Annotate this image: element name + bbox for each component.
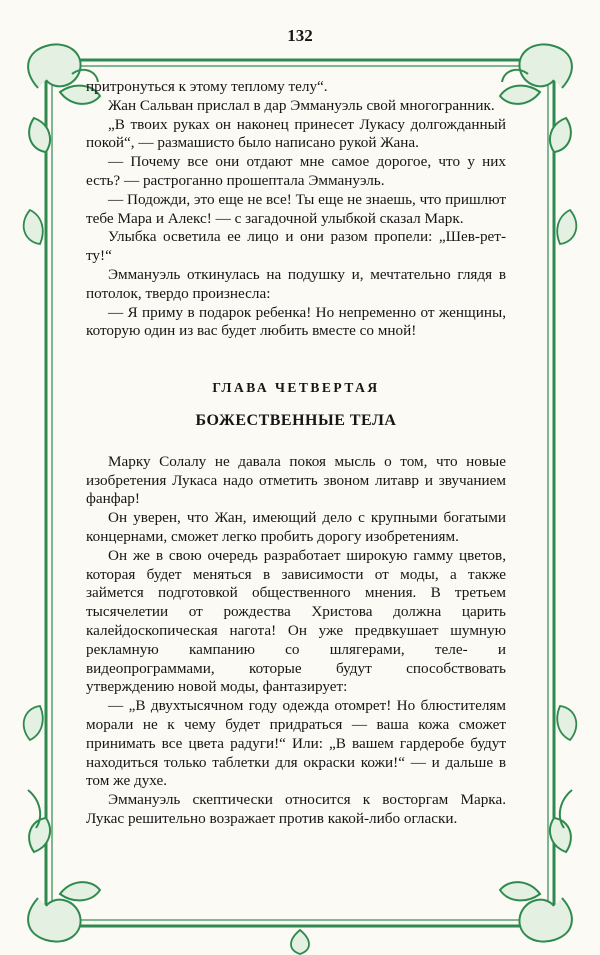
paragraph: Эммануэль откинулась на подушку и, мечтательно глядя в потолок, твердо произнесла: — [86, 265, 506, 302]
chapter-title: БОЖЕСТВЕННЫЕ ТЕЛА — [195, 411, 397, 429]
page-number: 132 — [287, 26, 313, 45]
paragraph: Он же в свою очередь разработает широкую гамму цветов, которая будет меняться в зависимости от моды, а также займется подготовкой общественного мнения. В третьем тысячелетии от рождества Христова должна царить калейдоскопическая нагота! Он уже предвкушает шумную рекламную кампанию со шлягерами, теле- и видеопрограммами, которые будут способствовать утверждению новой моды, фантазирует: — [86, 546, 506, 696]
page-text — [86, 78, 506, 829]
chapter-label: ГЛАВА ЧЕТВЕРТАЯ — [212, 380, 380, 396]
paragraph: — Почему все они отдают мне самое дорогое, что у них есть? — растроганно прошептала Эммануэль. — [86, 153, 506, 189]
paragraph: Жан Сальван прислал в дар Эммануэль свой многогранник. — [108, 96, 495, 114]
paragraph: Улыбка осветила ее лицо и они разом пропели: „Шев-рет-ту!“ — [86, 228, 506, 265]
paragraph: Он уверен, что Жан, имеющий дело с крупными богатыми концернами, сможет легко пробить дорогу изобретениям. — [86, 509, 506, 545]
paragraph: — Подожди, это еще не все! Ты еще не знаешь, что пришлют тебе Мара и Алекс! — с загадочной улыбкой сказал Марк. — [86, 190, 506, 227]
paragraph: притронуться к этому теплому телу“. — [86, 78, 328, 95]
paragraph: Марку Солалу не давала покоя мысль о том, что новые изобретения Лукаса надо отметить звоном литавр и звучанием фанфар! — [86, 452, 506, 508]
paragraph: — Я приму в подарок ребенка! Но непременно от женщины, которую один из вас будет любить вместе со мной! — [86, 303, 506, 340]
paragraph: Эммануэль скептически относится к восторгам Марка. Лукас решительно возражает против какой-либо огласки. — [86, 791, 506, 827]
paragraph: — „В двухтысячном году одежда отомрет! Но блюстителям морали не к чему будет придраться — ваша кожа сможет принимать все цвета радуги!“ Или: „В вашем гардеробе будут находиться только таблетки для окраски кожи!“ — и дальше в том же духе. — [86, 697, 506, 790]
paragraph: „В твоих руках он наконец принесет Лукасу долгожданный покой“, — размашисто было написано рукой Жана. — [86, 115, 506, 152]
leaf-ornament-bottom-right — [500, 790, 572, 942]
